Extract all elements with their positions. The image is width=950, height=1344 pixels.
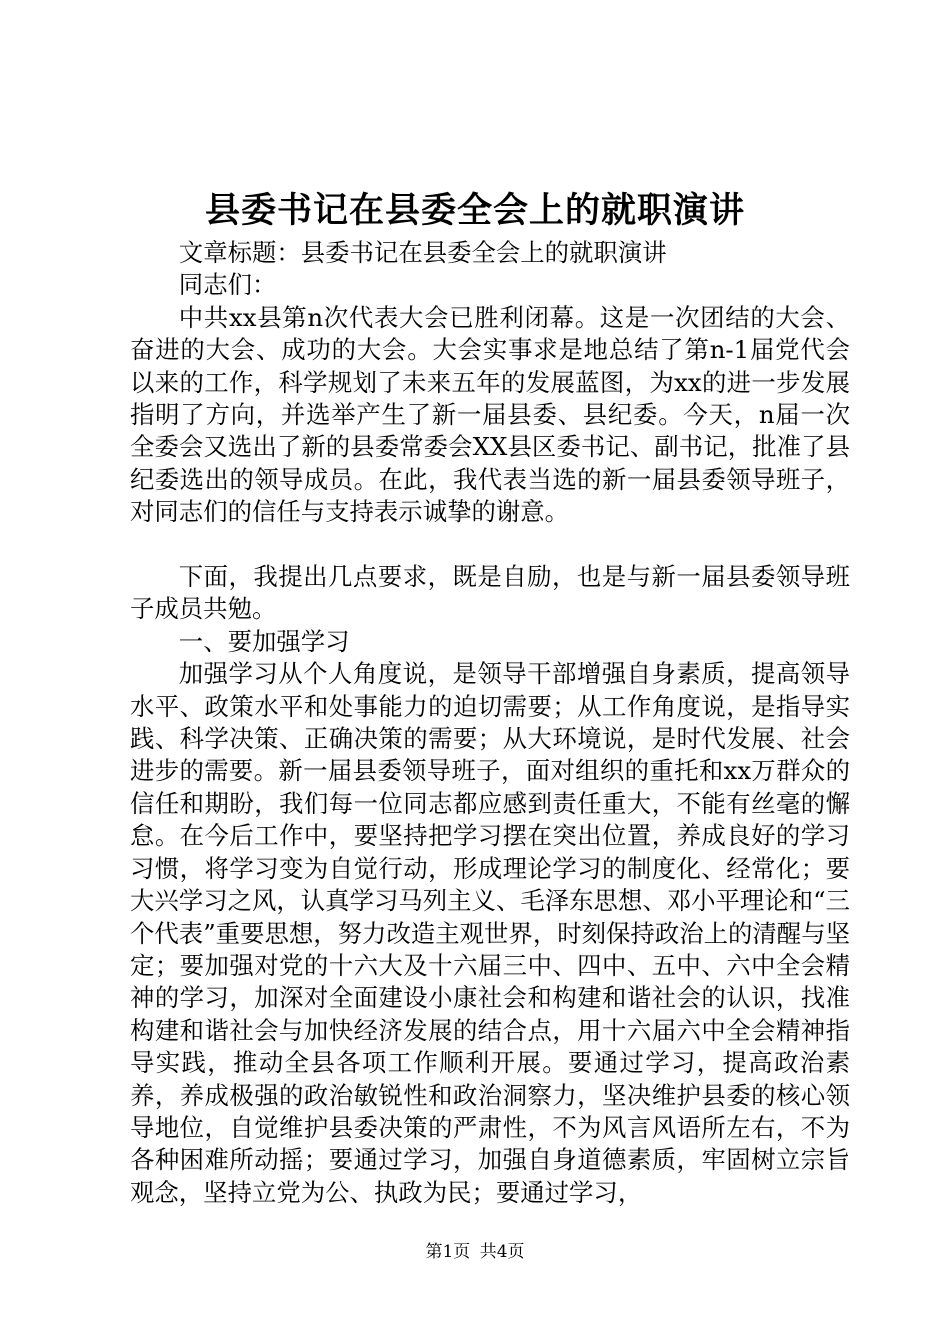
body-paragraph: 中共xx县第n次代表大会已胜利闭幕。这是一次团结的大会、奋进的大会、成功的大会。大会实事求是地总结了第n-1届党代会以来的工作，科学规划了未来五年的发展蓝图，为xx的进一步发展指明了方向，并选举产生了新一届县委、县纪委。今天，n届一次全委会又选出了新的县委常委会XX县区委书记、副书记，批准了县纪委选出的领导成员。在此，我代表当选的新一届县委领导班子，对同志们的信任与支持表示诚挚的谢意。: [130, 302, 850, 527]
section-heading: 一、要加强学习: [178, 626, 350, 656]
paragraph-gap: [130, 529, 850, 561]
salutation: 同志们：: [178, 270, 277, 300]
document-body: [130, 237, 850, 1209]
body-paragraph: 下面，我提出几点要求，既是自励，也是与新一届县委领导班子成员共勉。: [130, 562, 850, 624]
document-title: 县委书记在县委全会上的就职演讲: [204, 190, 745, 231]
page-total: 共4页: [479, 1242, 525, 1262]
article-title-line: 文章标题：县委书记在县委全会上的就职演讲: [178, 238, 667, 267]
page-footer: [0, 1240, 950, 1264]
page-number: 第1页: [425, 1242, 471, 1262]
body-paragraph: 加强学习从个人角度说，是领导干部增强自身素质，提高领导水平、政策水平和处事能力的迫切需要；从工作角度说，是指导实践、科学决策、正确决策的需要；从大环境说，是时代发展、社会进步的需要。新一届县委领导班子，面对组织的重托和xx万群众的信任和期盼，我们每一位同志都应感到责任重大，不能有丝毫的懈怠。在今后工作中，要坚持把学习摆在突出位置，养成良好的学习习惯，将学习变为自觉行动，形成理论学习的制度化、经常化；要大兴学习之风，认真学习马列主义、毛泽东思想、邓小平理论和“三个代表”重要思想，努力改造主观世界，时刻保持政治上的清醒与坚定；要加强对党的十六大及十六届三中、四中、五中、六中全会精神的学习，加深对全面建设小康社会和构建和谐社会的认识，找准构建和谐社会与加快经济发展的结合点，用十六届六中全会精神指导实践，推动全县各项工作顺利开展。要通过学习，提高政治素养，养成极强的政治敏锐性和政治洞察力，坚决维护县委的核心领导地位，自觉维护县委决策的严肃性，不为风言风语所左右，不为各种困难所动摇；要通过学习，加强自身道德素质，牢固树立宗旨观念，坚持立党为公、执政为民；要通过学习，: [130, 659, 850, 1207]
